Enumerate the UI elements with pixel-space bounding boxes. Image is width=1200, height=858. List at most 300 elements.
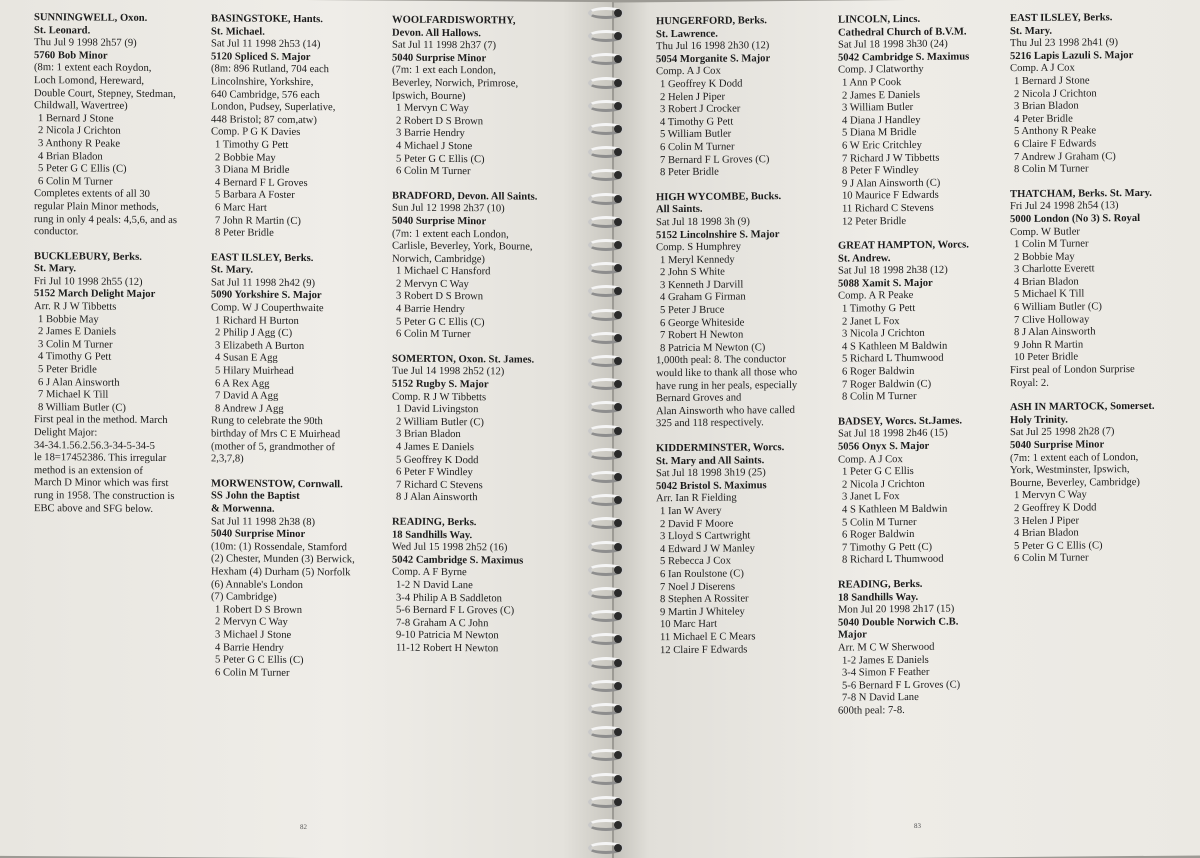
ringer-line: 12 Claire F Edwards [660,643,748,656]
ringer-line: 9 Martin J Whiteley [660,606,745,618]
ringer-line: 3 Barrie Hendry [396,127,465,140]
peal-entry [1010,12,1188,177]
spiral-ring [584,306,630,324]
peal-detail-line: Childwall, Wavertree) [34,100,128,112]
peal-method-line: 5042 Cambridge S. Maximus [392,554,524,567]
peal-method-line: 5152 Lincolnshire S. Major [656,228,780,241]
peal-detail-line: Delight Major: [34,427,98,439]
ringer-line: 7 Roger Baldwin (C) [842,378,932,391]
ringer-line: 8 Peter F Windley [842,165,919,177]
peal-detail-line: Thu Jul 16 1998 2h30 (12) [656,40,770,53]
ringer-line: 5 Peter Bridle [38,364,97,376]
spiral-ring [584,584,630,602]
peal-location-line: READING, Berks. [392,516,477,529]
peal-entry [211,13,385,241]
ringer-line: 2 Nicola J Crichton [1014,87,1097,100]
peal-entry [392,353,572,505]
spiral-ring [584,561,630,579]
spiral-ring [584,50,630,68]
spiral-ring [584,398,630,416]
peal-location-line: HUNGERFORD, Berks. [656,15,767,28]
peal-detail-line: (10m: (1) Rossendale, Stamford [211,541,347,554]
peal-location-line: St. Mary and All Saints. [656,454,765,467]
ringer-line: 1 Bernard J Stone [38,112,114,125]
spiral-ring [584,375,630,393]
peal-detail-line: Ipswich, Bourne) [392,90,466,102]
peal-detail-line: Comp. P G K Davies [211,126,301,139]
peal-location-line: 18 Sandhills Way. [838,591,919,604]
peal-detail-line: (7m: 1 extent each London, [392,228,509,240]
peal-method-line: 5042 Bristol S. Maximus [656,480,767,492]
peal-method-line: 5056 Onyx S. Major [838,440,930,453]
peal-entry [211,252,385,467]
peal-detail-line: (7) Cambridge) [211,591,277,603]
ringer-line: 3 Brian Bladon [1014,100,1079,113]
peal-method-line: Major [838,629,867,641]
peal-detail-line: Thu Jul 23 1998 2h41 (9) [1010,37,1118,50]
peal-detail-line: Sat Jul 11 1998 2h53 (14) [211,38,321,51]
ringer-line: 3 Janet L Fox [842,491,900,503]
spiral-binding [584,0,630,858]
ringer-line: 5-6 Bernard F L Groves (C) [842,679,961,692]
ringer-line: 5 Peter G C Ellis (C) [38,163,127,175]
ringer-line: 2 Geoffrey K Dodd [1014,502,1097,515]
peal-entry [34,251,202,517]
ringer-line: 6 W Eric Critchley [842,139,922,152]
ringer-line: 7 John R Martin (C) [215,214,301,227]
spiral-ring [584,329,630,347]
ringer-line: 1-2 N David Lane [396,579,473,592]
ringer-line: 2 Nicola J Crichton [842,478,925,491]
peal-method-line: 5152 March Delight Major [34,288,156,301]
peal-location-line: SUNNINGWELL, Oxon. [34,12,148,24]
peal-detail-line: Hexham (4) Durham (5) Norfolk [211,566,351,579]
peal-detail-line: rung in only 4 peals: 4,5,6, and as [34,213,177,226]
peal-location-line: Holy Trinity. [1010,414,1068,426]
ringer-line: 3 Lloyd S Cartwright [660,530,751,543]
peal-detail-line: Loch Lomond, Hereward, [34,75,145,87]
peal-detail-line: 34-34.1.56.2.56.3-34-5-34-5 [34,439,155,452]
ringer-line: 9-10 Patricia M Newton [396,629,499,642]
ringer-line: 1 Ann P Cook [842,77,902,89]
peal-detail-line: Arr. Ian R Fielding [656,492,737,505]
ringer-line: 6 Colin M Turner [1014,552,1089,565]
peal-entry [1010,401,1188,566]
peal-detail-line: London, Pudsey, Superlative, [211,101,336,114]
ringer-line: 10 Peter Bridle [1014,351,1079,364]
ringer-line: 11-12 Robert H Newton [396,642,499,655]
ringer-line: 7 Timothy G Pett (C) [842,541,933,554]
peal-detail-line: First peal in the method. March [34,414,168,427]
peal-location-line: KIDDERMINSTER, Worcs. [656,442,785,455]
ringer-line: 9 John R Martin [1014,339,1084,351]
spiral-ring [584,236,630,254]
peal-entry [1010,187,1188,390]
ringer-line: 1 Michael C Hansford [396,265,491,278]
ringer-line: 8 Stephen A Rossiter [660,593,749,606]
peal-location-line: St. Lawrence. [656,28,718,40]
ringer-line: 7 Andrew J Graham (C) [1014,150,1116,163]
peal-entry [838,415,1008,568]
ringer-line: 5 Hilary Muirhead [215,365,294,377]
ringer-line: 4 Barrie Hendry [215,641,284,654]
peal-detail-line: Royal: 2. [1010,377,1049,389]
ringer-line: 8 Colin M Turner [1014,163,1089,176]
ringer-line: 4 Brian Bladon [38,150,103,163]
ringer-line: 7-8 N David Lane [842,692,919,704]
ringer-line: 12 Peter Bridle [842,215,907,228]
spiral-ring [584,816,630,834]
peal-detail-line: Comp. W Butler [1010,225,1080,238]
peal-location-line: St. Mary. [1010,25,1053,37]
spiral-ring [584,259,630,277]
ringer-line: 5 Peter G C Ellis (C) [215,654,304,667]
spiral-ring [584,282,630,300]
ringer-line: 2 Nicola J Crichton [38,125,121,138]
peal-detail-line: (8m: 896 Rutland, 704 each [211,63,329,76]
ringer-line: 6 Ian Roulstone (C) [660,568,744,581]
ringer-line: 7 Robert H Newton [660,329,744,342]
ringer-line: 4 Diana J Handley [842,114,921,127]
ringer-line: 10 Marc Hart [660,618,718,631]
ringer-line: 6 Colin M Turner [396,165,471,178]
peal-detail-line: Sat Jul 18 1998 2h38 (12) [838,264,948,277]
ringer-line: 5 Richard L Thumwood [842,353,944,366]
ringer-line: 1 Ian W Avery [660,505,722,518]
peal-detail-line: 448 Bristol; 87 com,atw) [211,114,317,126]
peal-detail-line: Completes extents of all 30 [34,188,150,201]
spiral-ring [584,166,630,184]
ringer-line: 2 Philip J Agg (C) [215,327,293,340]
ringer-line: 6 J Alan Ainsworth [38,376,120,389]
ringer-line: 6 Marc Hart [215,202,267,214]
peal-detail-line: Tue Jul 14 1998 2h52 (12) [392,366,505,378]
peal-location-line: St. Leonard. [34,24,91,37]
ringer-line: 6 Colin M Turner [215,667,290,679]
spiral-ring [584,120,630,138]
spiral-ring [584,514,630,532]
peal-method-line: 5040 Surprise Minor [211,528,306,541]
ringer-line: 3 Diana M Bridle [215,164,290,177]
peal-detail-line: Norwich, Cambridge) [392,253,485,265]
peal-entry [211,478,385,681]
ringer-line: 6 A Rex Agg [215,377,270,390]
ringer-line: 2 Janet L Fox [842,315,900,328]
peal-entry [656,15,830,180]
spiral-ring [584,677,630,695]
peal-detail-line: 600th peal: 7-8. [838,704,905,717]
ringer-line: 6 William Butler (C) [1014,301,1102,314]
peal-location-line: BRADFORD, Devon. All Saints. [392,190,538,203]
peal-method-line: 5760 Bob Minor [34,49,108,62]
peal-detail-line: Arr. R J W Tibbetts [34,301,117,313]
spiral-ring [584,607,630,625]
peal-detail-line: have rung in her peals, especially [656,379,798,392]
peal-detail-line: 1,000th peal: 8. The conductor [656,354,786,367]
peal-entry [392,190,572,342]
peal-detail-line: Double Court, Stepney, Stedman, [34,87,176,100]
ringer-line: 2 Robert D S Brown [396,115,484,127]
ringer-line: 3 Charlotte Everett [1014,263,1095,276]
peal-detail-line: (7m: 1 extent each of London, [1010,451,1139,464]
ringer-line: 8 Colin M Turner [842,391,917,403]
peal-detail-line: First peal of London Surprise [1010,364,1135,377]
left-page-column-2 [211,13,385,692]
peal-location-line: LINCOLN, Lincs. [838,13,921,26]
peal-location-line: SS John the Baptist [211,490,300,503]
ringer-line: 2 Mervyn C Way [396,278,469,291]
peal-detail-line: (6) Annable's London [211,578,303,591]
spiral-ring [584,700,630,718]
peal-detail-line: Sat Jul 11 1998 2h38 (8) [211,515,316,528]
ringer-line: 1 Bobbie May [38,313,99,326]
peal-location-line: MORWENSTOW, Cornwall. [211,478,343,491]
ringer-line: 2 John S White [660,266,725,279]
ringer-line: 3 Brian Bladon [396,429,461,441]
ringer-line: 3 William Butler [842,102,914,114]
right-page [614,0,1200,858]
peal-entry [34,12,202,240]
peal-detail-line: Fri Jul 24 1998 2h54 (13) [1010,200,1119,213]
peal-location-line: THATCHAM, Berks. St. Mary. [1010,187,1152,200]
ringer-line: 7 Bernard F L Groves (C) [660,153,770,166]
spiral-ring [584,538,630,556]
spiral-ring [584,793,630,811]
peal-detail-line: le 18=17452386. This irregular [34,452,167,465]
peal-method-line: 5152 Rugby S. Major [392,378,489,391]
spiral-ring [584,97,630,115]
spiral-ring [584,839,630,857]
peal-location-line: BADSEY, Worcs. St.James. [838,415,963,428]
ringer-line: 4 Brian Bladon [1014,276,1079,288]
peal-location-line: READING, Berks. [838,578,923,591]
peal-method-line: 5042 Cambridge S. Maximus [838,51,970,64]
ringer-line: 5 Anthony R Peake [1014,125,1097,138]
spiral-ring [584,74,630,92]
spiral-ring [584,213,630,231]
peal-entry [392,15,572,180]
ringer-line: 4 Brian Bladon [1014,527,1079,540]
page-number-right: 83 [914,821,921,830]
spiral-ring [584,143,630,161]
peal-detail-line: EBC above and SFG below. [34,502,154,515]
peal-detail-line: 2,3,7,8) [211,453,244,465]
peal-detail-line: would like to thank all those who [656,366,798,380]
peal-detail-line: Comp. A F Byrne [392,566,467,579]
ringer-line: 1-2 James E Daniels [842,654,929,667]
peal-location-line: GREAT HAMPTON, Worcs. [838,239,969,252]
spiral-ring [584,654,630,672]
peal-method-line: 5054 Morganite S. Major [656,52,771,65]
ringer-line: 3 Robert D S Brown [396,291,484,303]
peal-detail-line: Sat Jul 11 1998 2h37 (7) [392,39,497,52]
peal-detail-line: Rung to celebrate the 90th [211,415,323,428]
peal-detail-line: rung in 1958. The construction is [34,490,175,503]
ringer-line: 4 S Kathleen M Baldwin [842,503,948,516]
ringer-line: 8 Richard L Thumwood [842,554,944,566]
peal-detail-line: Sat Jul 25 1998 2h28 (7) [1010,426,1115,439]
ringer-line: 3 Michael J Stone [215,629,292,641]
peal-detail-line: Bourne, Beverley, Cambridge) [1010,476,1140,489]
ringer-line: 7 Michael K Till [38,389,109,401]
peal-detail-line: Comp. J Clatworthy [838,64,924,76]
spiral-ring [584,468,630,486]
spiral-ring [584,422,630,440]
peal-detail-line: (7m: 1 ext each London, [392,64,496,77]
peal-location-line: ASH IN MARTOCK, Somerset. [1010,401,1155,414]
spiral-ring [584,630,630,648]
spiral-ring [584,4,630,22]
ringer-line: 2 Bobbie May [215,151,276,164]
ringer-line: 5 William Butler [660,128,732,141]
ringer-line: 6 Colin M Turner [38,175,113,188]
peal-detail-line: March D Minor which was first [34,477,169,490]
ringer-line: 5 Geoffrey K Dodd [396,454,479,466]
peal-detail-line: Comp. A R Peake [838,290,914,303]
ringer-line: 6 George Whiteside [660,317,745,329]
ringer-line: 9 J Alan Ainsworth (C) [842,177,941,190]
ringer-line: 7-8 Graham A C John [396,617,489,629]
ringer-line: 2 Bobbie May [1014,251,1075,263]
ringer-line: 5 Peter G C Ellis (C) [1014,540,1103,552]
ringer-line: 6 Peter F Windley [396,466,473,479]
peal-location-line: SOMERTON, Oxon. St. James. [392,353,535,366]
ringer-line: 7 David A Agg [215,390,279,403]
peal-detail-line: Fri Jul 10 1998 2h55 (12) [34,275,143,288]
ringer-line: 4 James E Daniels [396,441,474,454]
ringer-line: 4 Susan E Agg [215,352,278,365]
ringer-line: 5 Rebecca J Cox [660,555,731,568]
peal-detail-line: Sat Jul 11 1998 2h42 (9) [211,277,316,289]
spiral-ring [584,491,630,509]
peal-location-line: BASINGSTOKE, Hants. [211,13,323,26]
peal-entry [656,442,830,658]
ringer-line: 3 Colin M Turner [38,338,113,351]
peal-detail-line: (8m: 1 extent each Roydon, [34,62,152,75]
ringer-line: 6 Roger Baldwin [842,365,915,378]
peal-method-line: 5120 Spliced S. Major [211,51,311,63]
ringer-line: 2 James E Daniels [842,89,920,102]
ringer-line: 1 Timothy G Pett [842,302,916,315]
ringer-line: 7 Richard J W Tibbetts [842,152,940,165]
peal-detail-line: Carlisle, Beverley, York, Bourne, [392,240,533,253]
ringer-line: 4 Bernard F L Groves [215,177,308,189]
ringer-line: 4 S Kathleen M Baldwin [842,340,948,353]
peal-location-line: Devon. All Hallows. [392,27,481,39]
page-number-left: 82 [300,822,307,832]
ringer-line: 1 Mervyn C Way [396,102,469,115]
peal-detail-line: Sat Jul 18 1998 3h19 (25) [656,467,766,480]
ringer-line: 1 Robert D S Brown [215,604,303,616]
ringer-line: 5 Peter G C Ellis (C) [396,316,485,328]
ringer-line: 7 Clive Holloway [1014,314,1090,326]
ringer-line: 4 Timothy G Pett [38,351,112,364]
peal-detail-line: 325 and 118 respectively. [656,417,764,430]
peal-detail-line: Sat Jul 18 1998 3h30 (24) [838,38,948,51]
ringer-line: 2 James E Daniels [38,326,116,338]
ringer-line: 4 Peter Bridle [1014,113,1073,125]
left-page-column-3 [392,15,572,669]
peal-detail-line: Comp. A J Cox [656,66,721,78]
ringer-line: 1 Richard H Burton [215,315,299,327]
ringer-line: 1 Bernard J Stone [1014,75,1090,88]
ringer-line: 3 Anthony R Peake [38,138,121,150]
spiral-ring [584,352,630,370]
ringer-line: 3 Helen J Piper [1014,515,1080,527]
ringer-line: 4 Michael J Stone [396,140,473,153]
peal-location-line: Cathedral Church of B.V.M. [838,26,967,39]
ringer-line: 11 Michael E C Mears [660,631,756,644]
ringer-line: 2 Helen J Piper [660,91,726,103]
ringer-line: 5 Colin M Turner [842,516,917,529]
ringer-line: 1 David Livingston [396,403,479,416]
peal-location-line: St. Mary. [211,264,254,276]
peal-entry [838,13,1008,229]
ringer-line: 8 J Alan Ainsworth [396,492,478,504]
ringer-line: 7 Richard C Stevens [396,479,483,492]
ringer-line: 10 Maurice F Edwards [842,190,939,202]
peal-detail-line: Mon Jul 20 1998 2h17 (15) [838,603,955,616]
peal-location-line: & Morwenna. [211,503,275,515]
peal-detail-line: Bernard Groves and [656,392,742,405]
spiral-ring [584,746,630,764]
ringer-line: 5-6 Bernard F L Groves (C) [396,604,515,617]
peal-location-line: All Saints. [656,204,703,216]
peal-method-line: 5088 Xamit S. Major [838,277,933,290]
peal-entry [392,517,572,657]
ringer-line: 3 Robert J Crocker [660,103,741,116]
spiral-ring [584,770,630,788]
ringer-line: 5 Peter J Bruce [660,304,725,317]
peal-detail-line: Alan Ainsworth who have called [656,404,795,418]
ringer-line: 6 Colin M Turner [660,141,735,154]
peal-detail-line: regular Plain Minor methods, [34,201,159,213]
peal-location-line: EAST ILSLEY, Berks. [1010,12,1113,25]
peal-location-line: St. Mary. [34,263,77,275]
peal-method-line: 5216 Lapis Lazuli S. Major [1010,49,1134,62]
peal-detail-line: Comp. R J W Tibbetts [392,391,487,403]
peal-location-line: WOOLFARDISWORTHY, [392,14,516,27]
ringer-line: 8 Peter Bridle [660,166,719,179]
ringer-line: 11 Richard C Stevens [842,202,934,215]
ringer-line: 5 Barbara A Foster [215,189,295,202]
ringer-line: 6 Colin M Turner [396,328,471,341]
peal-method-line: 5040 Surprise Minor [1010,439,1105,452]
peal-method-line: 5040 Double Norwich C.B. [838,616,959,629]
peal-detail-line: Thu Jul 9 1998 2h57 (9) [34,37,137,50]
peal-location-line: St. Michael. [211,25,265,38]
peal-detail-line: Comp. W J Couperthwaite [211,302,324,315]
spiral-ring [584,190,630,208]
ringer-line: 3 Elizabeth A Burton [215,340,305,352]
ringer-line: 2 Mervyn C Way [215,616,288,629]
ringer-line: 8 J Alan Ainsworth [1014,326,1096,339]
spiral-ring [584,445,630,463]
ringer-line: 4 Edward J W Manley [660,543,755,555]
ringer-line: 4 Timothy G Pett [660,116,734,128]
ringer-line: 3 Nicola J Crichton [842,328,925,340]
ringer-line: 8 Patricia M Newton (C) [660,342,766,354]
ringer-line: 1 Timothy G Pett [215,139,289,151]
ringer-line: 3-4 Philip A B Saddleton [396,592,502,604]
peal-method-line: 5040 Surprise Minor [392,215,487,228]
ringer-line: 1 Geoffrey K Dodd [660,78,743,91]
ringer-line: 1 Colin M Turner [1014,238,1089,251]
peal-entry [656,190,830,431]
right-page-column-2 [838,13,1008,730]
peal-detail-line: Comp. A J Cox [838,453,903,466]
peal-detail-line: Sun Jul 12 1998 2h37 (10) [392,202,505,215]
